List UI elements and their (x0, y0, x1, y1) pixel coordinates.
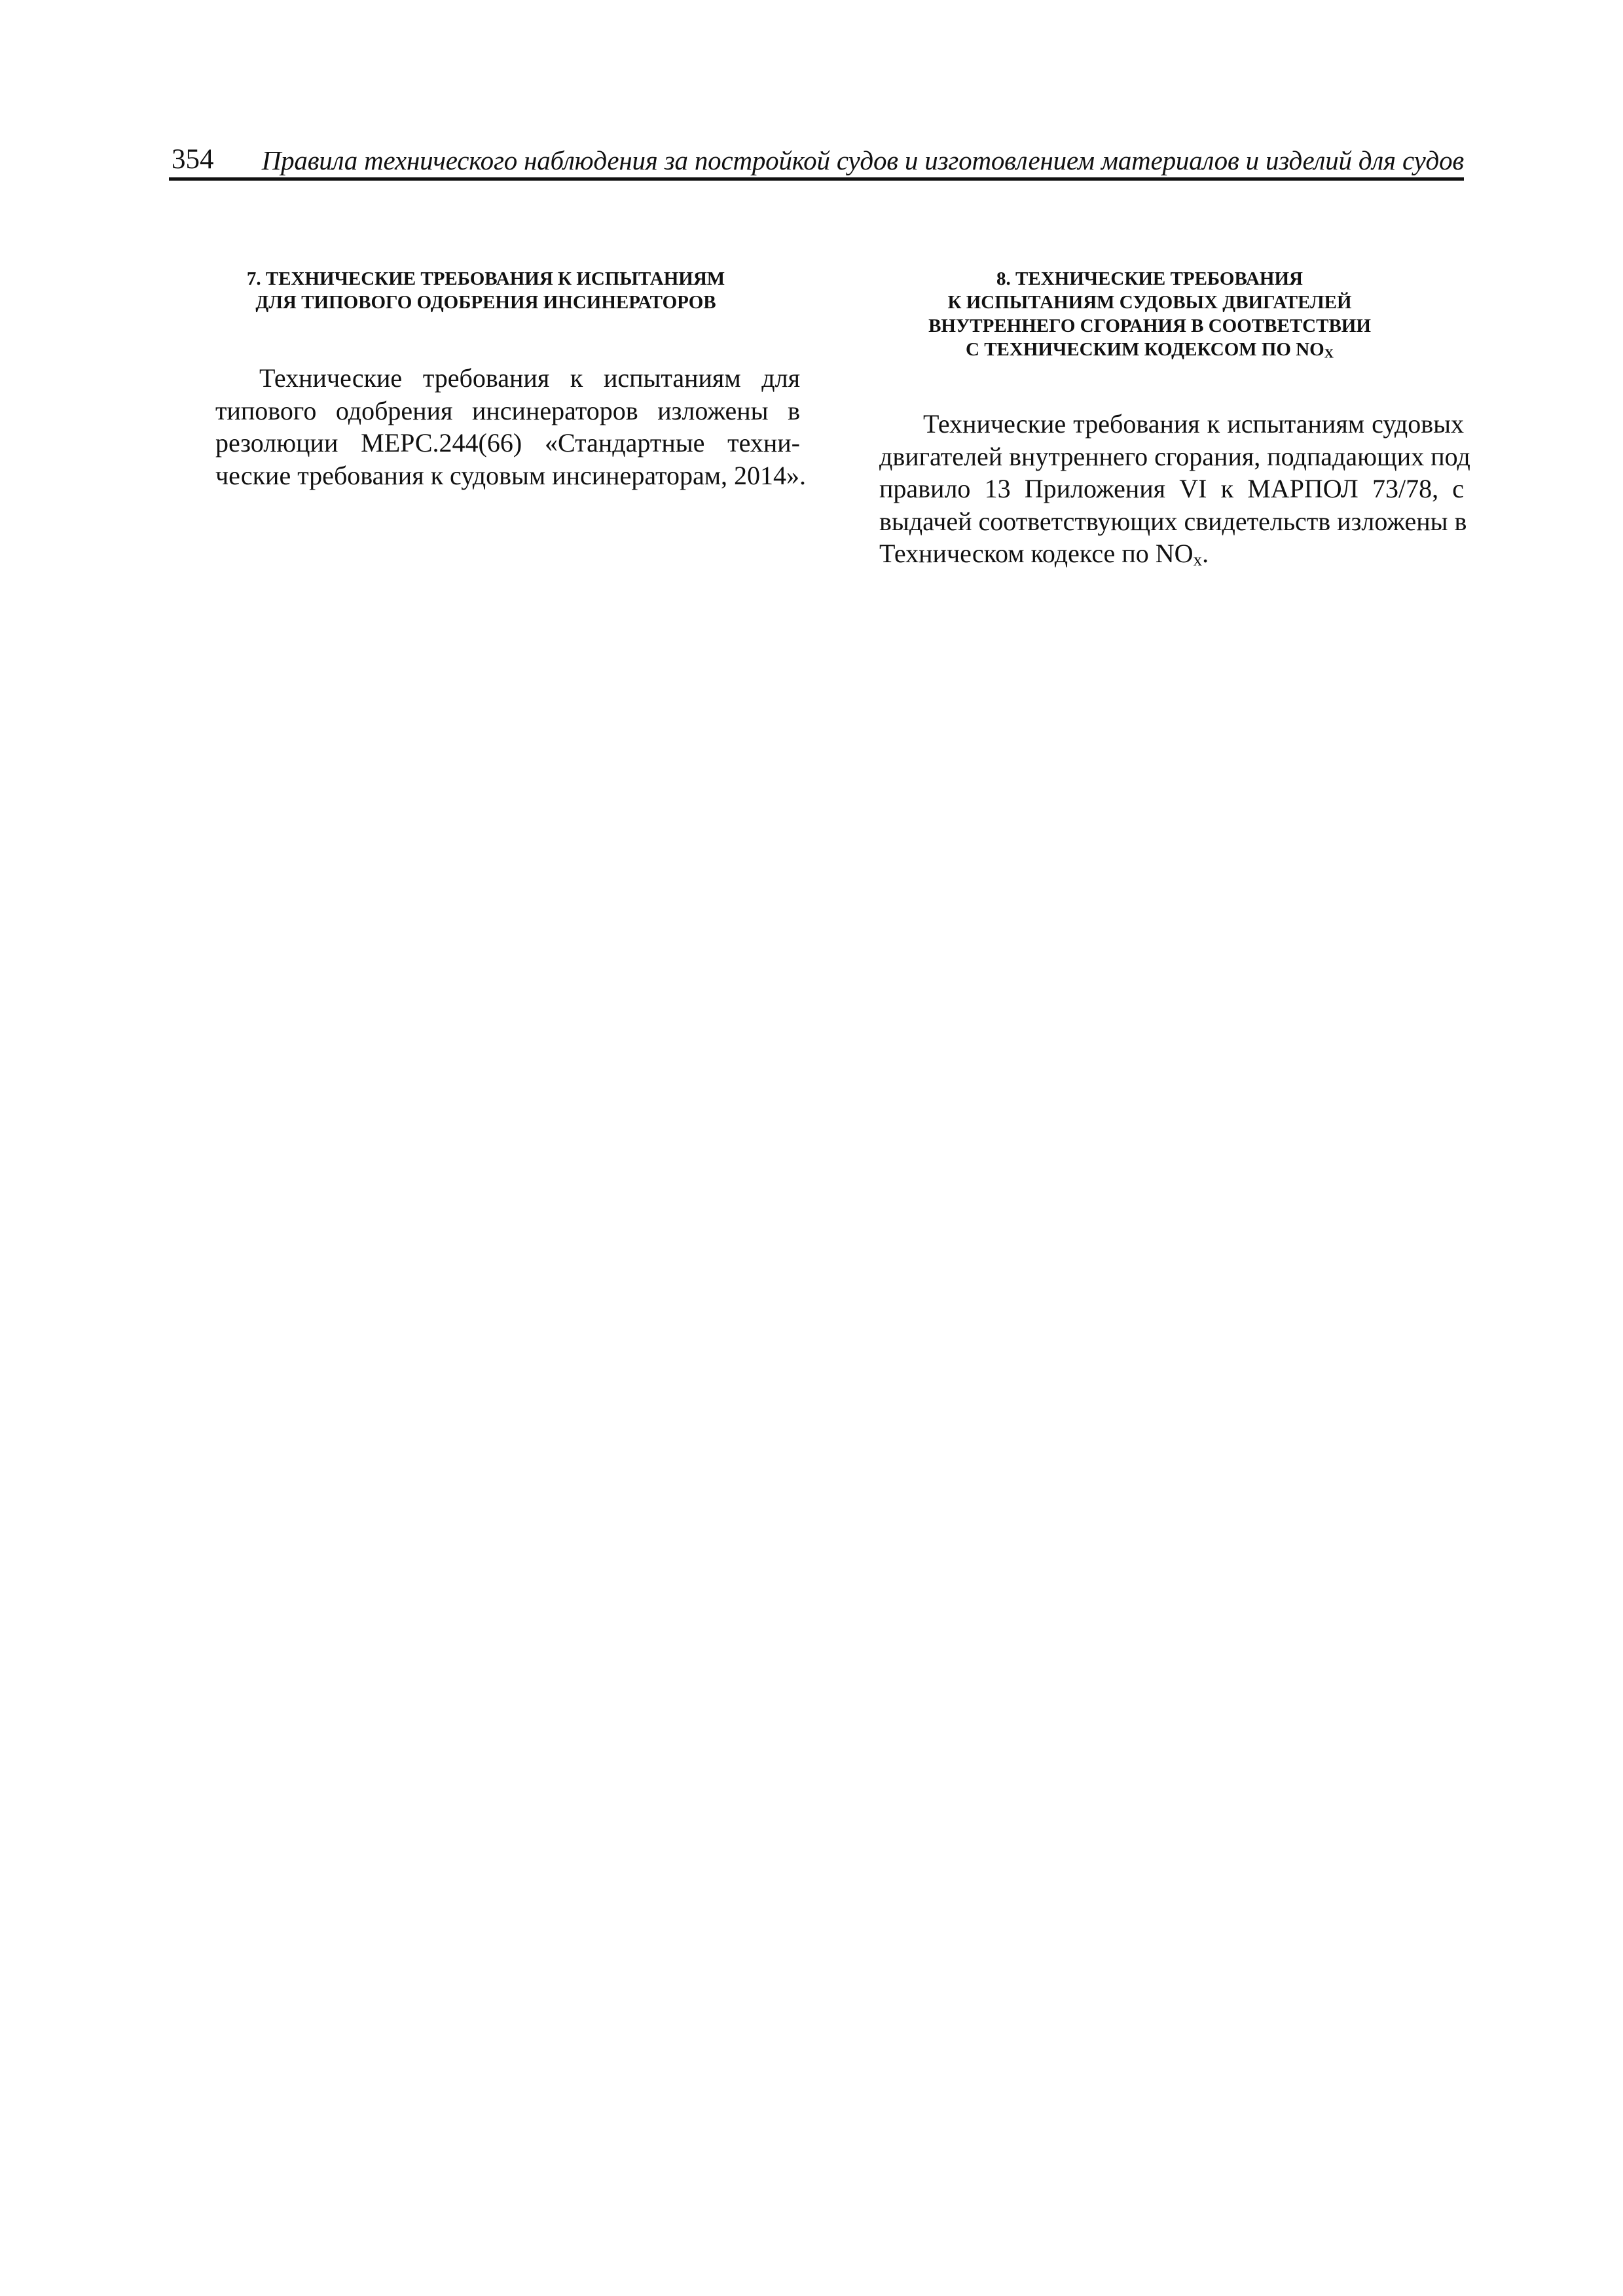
paragraph-line (835, 537, 1464, 570)
heading-line: 7. ТЕХНИЧЕСКИЕ ТРЕБОВАНИЯ К ИСПЫТАНИЯМ (246, 268, 725, 289)
paragraph-line: правило 13 Приложения VI к МАРПОЛ 73/78, с (879, 474, 1464, 503)
nox-subscript: X (1324, 346, 1334, 361)
paragraph-line: двигателей внутреннего сгорания, подпадающих под (879, 441, 1470, 471)
paragraph-line: типового одобрения инсинераторов изложены в (215, 395, 800, 425)
section-8-paragraph (835, 408, 1470, 570)
nox-subscript: x (1193, 549, 1203, 569)
paragraph-line: Технические требования к испытаниям для (259, 363, 800, 393)
heading-line: ВНУТРЕННЕГО СГОРАНИЯ В СООТВЕТСТВИИ (928, 315, 1371, 336)
section-7 (172, 267, 807, 492)
section-7-heading (172, 267, 800, 314)
heading-line: 8. ТЕХНИЧЕСКИЕ ТРЕБОВАНИЯ (996, 268, 1303, 289)
paragraph-line: ческие требования к судовым инсинераторам, 2014». (215, 460, 807, 490)
running-title: Правила технического наблюдения за постройкой судов и изготовлением материалов и изделий для судов (261, 145, 1464, 175)
section-8-heading (835, 267, 1464, 361)
paragraph-line: резолюции МЕРС.244(66) «Стандартные техни- (215, 428, 800, 457)
paragraph-text: Техническом кодексе по NO (879, 539, 1194, 568)
heading-text: С ТЕХНИЧЕСКИМ КОДЕКСОМ ПО NO (966, 339, 1324, 360)
page-number: 354 (172, 144, 214, 175)
heading-line: К ИСПЫТАНИЯМ СУДОВЫХ ДВИГАТЕЛЕЙ (947, 292, 1352, 313)
sentence-period: . (1202, 539, 1209, 568)
heading-line (835, 338, 1464, 361)
section-7-paragraph (172, 362, 807, 492)
running-header (169, 143, 1464, 181)
paragraph-line: Технические требования к испытаниям судовых (923, 409, 1464, 439)
paragraph-line: выдачей соответствующих свидетельств изложены в (879, 506, 1467, 536)
section-8 (835, 267, 1470, 570)
heading-line: ДЛЯ ТИПОВОГО ОДОБРЕНИЯ ИНСИНЕРАТОРОВ (255, 292, 716, 313)
